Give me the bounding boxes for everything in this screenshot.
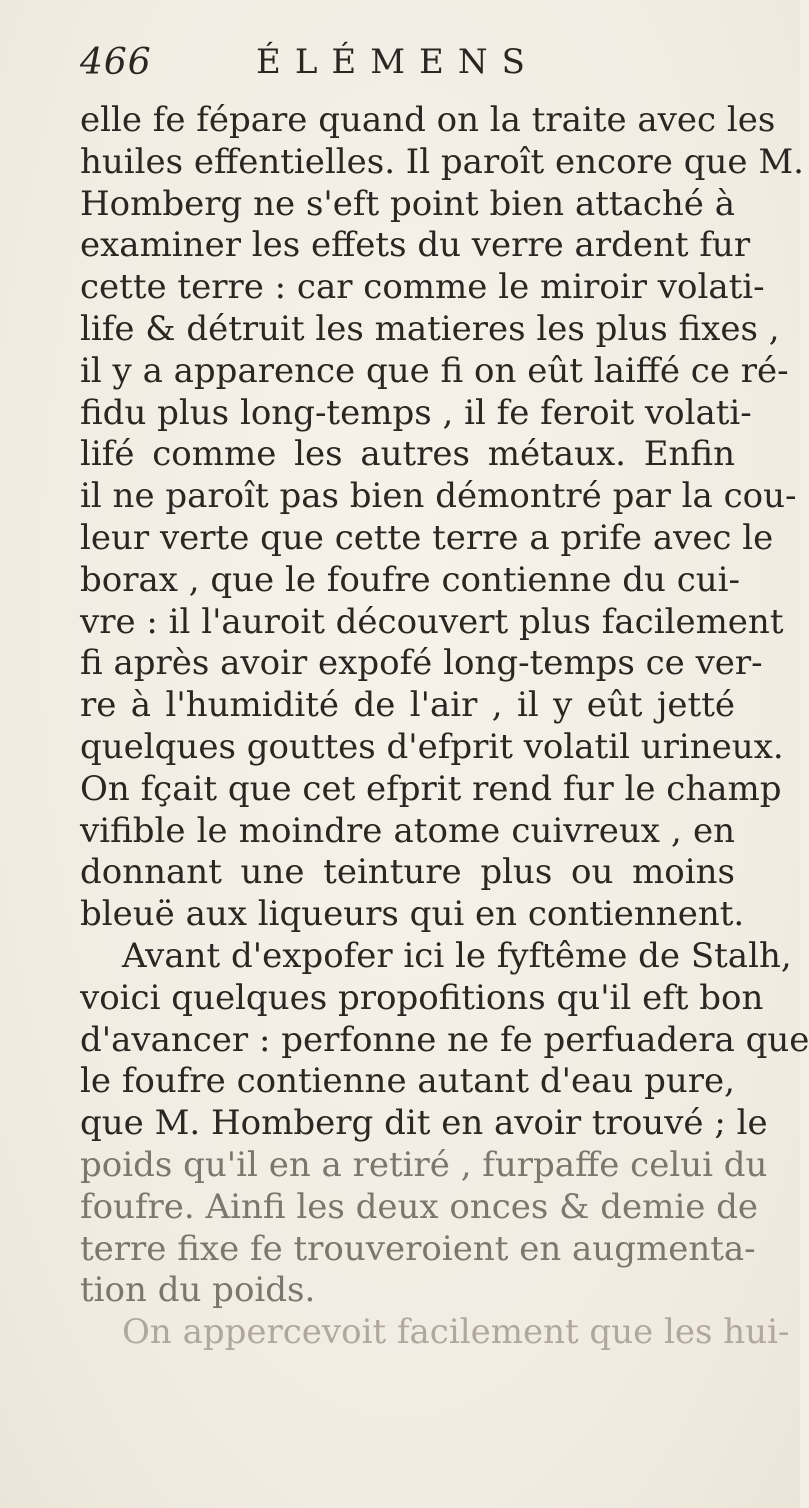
text-line: leur verte que cette terre a prife avec le bbox=[80, 517, 774, 558]
text-line: d'avancer : perfonne ne fe perfuadera que bbox=[80, 1019, 809, 1060]
text-line: cette terre : car comme le miroir volati- bbox=[80, 267, 765, 308]
text-line: quelques gouttes d'efprit volatil urineux. bbox=[80, 726, 784, 767]
text-line: re à l'humidité de l'air , il y eût jetté bbox=[80, 685, 735, 726]
text-line: Avant d'expofer ici le fyftême de Stalh, bbox=[122, 935, 792, 976]
running-head: ÉLÉMENS bbox=[256, 42, 539, 82]
text-line: On appercevoit facilement que les hui- bbox=[122, 1312, 790, 1353]
body-text bbox=[80, 100, 809, 1354]
text-line: tion du poids. bbox=[80, 1270, 316, 1311]
text-line: voici quelques propofitions qu'il eft bon bbox=[80, 977, 764, 1018]
text-line: vifible le moindre atome cuivreux , en bbox=[80, 810, 735, 851]
text-line: foufre. Ainfi les deux onces & demie de bbox=[80, 1186, 759, 1227]
text-line: examiner les effets du verre ardent fur bbox=[80, 225, 751, 266]
text-line: lifé comme les autres métaux. Enfin bbox=[80, 434, 735, 475]
text-line: il y a apparence que fi on eût laiffé ce ré- bbox=[80, 350, 789, 391]
text-line: poids qu'il en a retiré , furpaffe celui du bbox=[80, 1144, 768, 1185]
text-line: le foufre contienne autant d'eau pure, bbox=[80, 1061, 735, 1102]
text-line: fidu plus long-temps , il fe feroit volati- bbox=[80, 392, 752, 433]
text-line: vre : il l'auroit découvert plus facilement bbox=[80, 601, 784, 642]
text-line: elle fe fépare quand on la traite avec les bbox=[80, 100, 776, 140]
text-line: bleuë aux liqueurs qui en contiennent. bbox=[80, 894, 745, 935]
text-line: fi après avoir expofé long-temps ce ver- bbox=[80, 643, 763, 684]
text-line: borax , que le foufre contienne du cui- bbox=[80, 559, 741, 600]
text-line: donnant une teinture plus ou moins bbox=[80, 852, 735, 893]
text-line: On fçait que cet efprit rend fur le champ bbox=[80, 768, 782, 809]
text-line: Homberg ne s'eft point bien attaché à bbox=[80, 183, 735, 224]
text-line: huiles effentielles. Il paroît encore que M. bbox=[80, 141, 804, 182]
text-line: il ne paroît pas bien démontré par la cou- bbox=[80, 476, 797, 517]
text-line: life & détruit les matieres les plus fixes , bbox=[80, 308, 780, 349]
page-header bbox=[80, 42, 680, 92]
text-line: que M. Homberg dit en avoir trouvé ; le bbox=[80, 1103, 768, 1144]
page-number: 466 bbox=[80, 42, 152, 83]
text-line: terre fixe fe trouveroient en augmenta- bbox=[80, 1228, 756, 1269]
